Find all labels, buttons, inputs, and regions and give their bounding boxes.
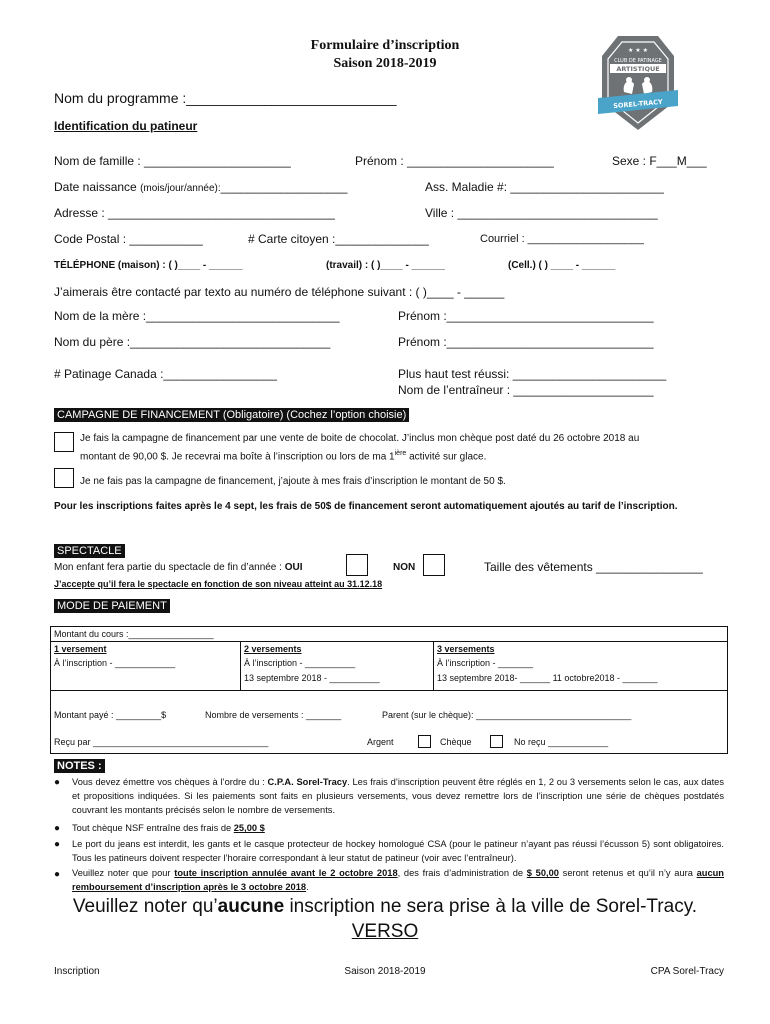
notes-heading: NOTES :	[54, 759, 105, 773]
verso-label: VERSO	[351, 921, 419, 942]
two-payments-line2[interactable]: 13 septembre 2018 - __________	[244, 673, 380, 683]
course-amount-field[interactable]: Montant du cours :_________________	[54, 629, 214, 639]
number-of-payments-field[interactable]: Nombre de versements : _______	[205, 710, 342, 720]
show-no-checkbox[interactable]	[423, 554, 445, 576]
last-name-field[interactable]: Nom de famille : ______________________	[54, 154, 291, 168]
three-payments-line1[interactable]: À l’inscription - _______	[437, 658, 534, 668]
svg-text:CLUB DE PATINAGE: CLUB DE PATINAGE	[614, 58, 662, 64]
two-payments-title: 2 versements	[244, 644, 302, 654]
cash-checkbox[interactable]	[418, 735, 431, 748]
receipt-number-field[interactable]: No reçu ____________	[514, 737, 609, 747]
show-no-label: NON	[393, 562, 416, 573]
received-by-field[interactable]: Reçu par ___________________________________	[54, 737, 269, 747]
bullet-icon: ●	[54, 777, 61, 788]
svg-text:SOREL-TRACY: SOREL-TRACY	[613, 97, 663, 111]
show-heading: SPECTACLE	[54, 544, 125, 558]
postal-code-field[interactable]: Code Postal : ___________	[54, 232, 203, 246]
show-yes-label: OUI	[284, 562, 303, 573]
clothing-size-field[interactable]: Taille des vêtements ________________	[484, 560, 703, 574]
svg-text:★ ★ ★: ★ ★ ★	[628, 47, 648, 54]
fundraising-heading: CAMPAGNE DE FINANCEMENT (Obligatoire) (Cochez l’option choisie)	[54, 408, 409, 422]
show-yes-checkbox[interactable]	[346, 554, 368, 576]
skate-canada-field[interactable]: # Patinage Canada :_________________	[54, 367, 277, 381]
fundraising-option1-checkbox[interactable]	[54, 432, 74, 452]
club-logo	[598, 30, 678, 134]
note-equipment: Le port du jeans est interdit, les gants et le casque protecteur de hockey homologué CSA (pour le patineur n’ayant pas réussi l’écusson 5) sont obligatoires. Tous les patineurs doivent respecter l’horaire correspondant à leur statut de patineur (voir avec l’entraîneur).	[72, 839, 724, 863]
cheque-checkbox[interactable]	[490, 735, 503, 748]
health-insurance-field[interactable]: Ass. Maladie #: _______________________	[425, 180, 664, 194]
phone-work-field[interactable]: (travail) : ( )____ - ______	[326, 260, 445, 271]
footer-left: Inscription	[54, 966, 100, 977]
payment-divider	[50, 641, 727, 642]
father-name-field[interactable]: Nom du père :______________________________	[54, 335, 331, 349]
fundraising-option2-text: Je ne fais pas la campagne de financement, j’ajoute à mes frais d’inscription le montant de 50 $.	[80, 476, 506, 487]
cheque-label: Chèque	[440, 737, 472, 747]
parent-cheque-field[interactable]: Parent (sur le chèque): _______________________________	[382, 710, 632, 720]
program-name-field[interactable]: Nom du programme :___________________________	[54, 90, 397, 106]
birth-date-label: Date naissance	[54, 180, 137, 194]
city-registration-notice: Veuillez noter qu’aucune inscription ne sera prise à la ville de Sorel-Tracy.	[72, 896, 698, 917]
fundraising-option1-text: Je fais la campagne de financement par une vente de boite de chocolat. J’inclus mon chèque post daté du 26 octobre 2018 au	[80, 433, 640, 444]
footer-center: Saison 2018-2019	[344, 966, 426, 977]
fundraising-option2-checkbox[interactable]	[54, 468, 74, 488]
show-question: Mon enfant fera partie du spectacle de fin d’année : OUI	[54, 562, 303, 573]
highest-test-field[interactable]: Plus haut test réussi: _______________________	[398, 367, 667, 381]
city-field[interactable]: Ville : ______________________________	[425, 206, 658, 220]
text-contact-field[interactable]: J’aimerais être contacté par texto au numéro de téléphone suivant : ( )____ - ______	[54, 285, 505, 299]
father-first-name-field[interactable]: Prénom :_______________________________	[398, 335, 654, 349]
note-nsf: Tout chèque NSF entraîne des frais de 25,00 $	[72, 823, 265, 833]
note-cancellation: Veuillez noter que pour toute inscription annulée avant le 2 octobre 2018, des frais d’administration de $ 50,00 seront retenus et qu’il n’y aura aucun remboursement d’inscription après le 3 octobre 2018.	[72, 868, 724, 892]
birth-date-blank: ___________________	[220, 180, 348, 194]
show-acceptance: J’accepte qu’il fera le spectacle en fonction de son niveau atteint au 31.12.18	[54, 579, 383, 589]
sex-field[interactable]: Sexe : F___M___	[612, 154, 707, 168]
cash-label: Argent	[367, 737, 394, 747]
late-registration-notice: Pour les inscriptions faites après le 4 sept, les frais de 50$ de financement seront automatiquement ajoutés au tarif de l’inscription.	[54, 501, 678, 512]
payment-col-divider	[240, 641, 241, 690]
email-field[interactable]: Courriel : ___________________	[480, 233, 644, 245]
svg-text:ARTISTIQUE: ARTISTIQUE	[616, 65, 660, 73]
first-name-field[interactable]: Prénom : ______________________	[355, 154, 554, 168]
coach-name-field[interactable]: Nom de l’entraîneur : _____________________	[398, 383, 654, 397]
birth-date-field[interactable]	[54, 180, 347, 194]
two-payments-line1[interactable]: À l’inscription - __________	[244, 658, 356, 668]
phone-home-field[interactable]: TÉLÉPHONE (maison) : ( )____ - ______	[54, 260, 243, 271]
bullet-icon: ●	[54, 839, 61, 850]
form-title: Formulaire d’inscription	[310, 38, 460, 53]
identification-heading: Identification du patineur	[54, 119, 198, 133]
footer-right: CPA Sorel-Tracy	[650, 966, 724, 977]
shield-logo-icon	[598, 30, 678, 134]
three-payments-line2[interactable]: 13 septembre 2018- ______ 11 octobre2018 - _______	[437, 673, 658, 683]
amount-paid-field[interactable]: Montant payé : _________$	[54, 710, 167, 720]
payment-col-divider	[433, 641, 434, 690]
phone-cell-field[interactable]: (Cell.) ( ) ____ - ______	[508, 260, 616, 271]
payment-divider	[50, 690, 727, 691]
three-payments-title: 3 versements	[437, 644, 495, 654]
birth-date-hint: (mois/jour/année):	[140, 183, 221, 194]
season-title: Saison 2018-2019	[333, 56, 437, 71]
bullet-icon: ●	[54, 869, 61, 880]
note-cheques: Vous devez émettre vos chèques à l’ordre du : C.P.A. Sorel-Tracy. Les frais d’inscription peuvent être réglés en 1, 2 ou 3 versements selon le cas, aux dates et propositions indiquées. Si les paiements sont faits en plusieurs versements, vous devez remettre lors de l’inscription une série de chèques postdatés couvrant les montants précisés selon le nombre de versements.	[72, 777, 725, 815]
one-payment-title: 1 versement	[54, 644, 107, 654]
citizen-card-field[interactable]: # Carte citoyen :______________	[248, 232, 429, 246]
bullet-icon: ●	[54, 823, 61, 834]
mother-first-name-field[interactable]: Prénom :_______________________________	[398, 309, 654, 323]
one-payment-line[interactable]: À l’inscription - ____________	[54, 658, 176, 668]
mother-name-field[interactable]: Nom de la mère :_____________________________	[54, 309, 340, 323]
payment-heading: MODE DE PAIEMENT	[54, 599, 170, 613]
fundraising-option1-text-2: montant de 90,00 $. Je recevrai ma boîte à l’inscription ou lors de ma $1^{ière}$ activité sur glace.	[80, 450, 487, 463]
address-field[interactable]: Adresse : __________________________________	[54, 206, 335, 220]
